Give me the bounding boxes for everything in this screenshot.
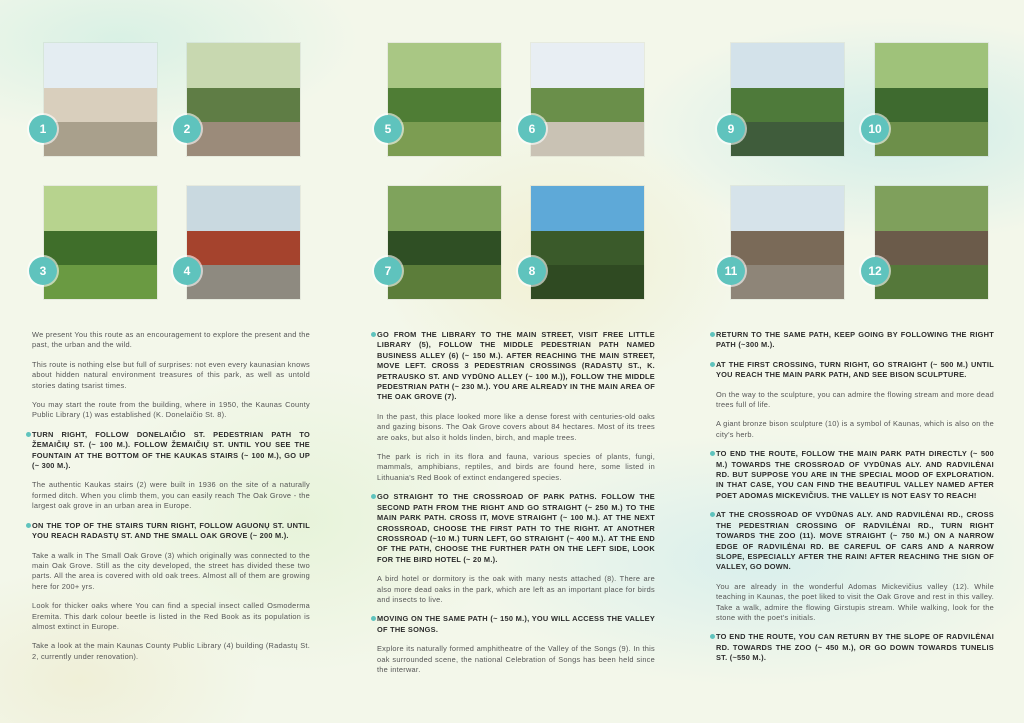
photo-ground — [875, 265, 988, 299]
description-paragraph: In the past, this place looked more like a dense forest with centuries-old oaks and gazing bisons. The Oak Grove covers about 84 hectares. Most of its trees are oaks, but also it holds linden, birch, and maple trees. — [377, 411, 655, 442]
description-paragraph: Look for thicker oaks where You can find a special insect called Osmoderma Eremita. This dark colour beetle is listed in the Red Book as its population is almost extinct in Europe. — [32, 601, 310, 631]
route-instruction: TURN RIGHT, FOLLOW DONELAIČIO ST. PEDESTRIAN PATH TO ŽEMAIČIŲ ST. (~ 100 M.). FOLLOW ŽEMAIČIŲ ST. UNTIL YOU SEE THE FOUNTAIN AT THE BOTTOM OF THE KAUKAS STAIRS (~ 100 M.), GO UP (~ 300 M.). — [32, 429, 310, 471]
photo-sky — [875, 43, 988, 88]
description-paragraph: Take a walk in The Small Oak Grove (3) which originally was connected to the main Oak Grove. Still as the city developed, the street has divided these two parts. All the area is covered with old oak trees. Almost all of them are growing here for 200+ yrs. — [32, 550, 310, 591]
photo-12 — [875, 186, 988, 299]
photo-sky — [187, 43, 300, 88]
photo-ground — [531, 265, 644, 299]
photo-11 — [731, 186, 844, 299]
number-badge-7: 7 — [374, 257, 402, 285]
description-paragraph: We present You this route as an encouragement to explore the present and the past, the urban and the wild. — [32, 330, 310, 350]
number-badge-9: 9 — [717, 115, 745, 143]
description-paragraph: On the way to the sculpture, you can admire the flowing stream and more dead trees full of life. — [716, 389, 994, 410]
number-badge-12: 12 — [861, 257, 889, 285]
photo-7 — [388, 186, 501, 299]
photo-sky — [388, 43, 501, 88]
photo-sky — [44, 43, 157, 88]
photo-9 — [731, 43, 844, 156]
photo-sky — [187, 186, 300, 231]
photo-6 — [531, 43, 644, 156]
number-badge-10: 10 — [861, 115, 889, 143]
photo-sky — [388, 186, 501, 231]
route-instruction: ON THE TOP OF THE STAIRS TURN RIGHT, FOLLOW AGUONŲ ST. UNTIL YOU REACH RADASTŲ ST. AND THE SMALL OAK GROVE (~ 200 M.). — [32, 520, 310, 541]
photo-ground — [187, 265, 300, 299]
photo-sky — [731, 186, 844, 231]
description-paragraph: The authentic Kaukas stairs (2) were built in 1936 on the site of a naturally formed ditch. When you climb them, you can easily reach The Oak Grove - the largest oak grove in an urban area in Europe. — [32, 480, 310, 511]
text-column-middle — [377, 330, 655, 684]
route-instruction: GO STRAIGHT TO THE CROSSROAD OF PARK PATHS. FOLLOW THE SECOND PATH FROM THE RIGHT AND GO STRAIGHT (~ 250 M.) TO THE MAIN PARK PATH. CROSS IT, MOVE STRAIGHT (~ 100 M.). AT THE NEXT CROSSROAD, CHOOSE THE FIRST PATH TO THE RIGHT. AT ANOTHER CROSSROAD (~10 M.) TURN LEFT, GO STRAIGHT (~ 400 M.). AT THE END OF THE PATH, CHOOSE THE FURTHER PATH ON THE LEFT SIDE, LOOK FOR THE BIRD HOTEL (~ 20 M.). — [377, 492, 655, 564]
route-instruction: RETURN TO THE SAME PATH, KEEP GOING BY FOLLOWING THE RIGHT PATH (~300 M.). — [716, 330, 994, 350]
photo-ground — [731, 265, 844, 299]
photo-ground — [187, 122, 300, 156]
photo-2 — [187, 43, 300, 156]
photo-8 — [531, 186, 644, 299]
photo-1 — [44, 43, 157, 156]
description-paragraph: This route is nothing else but full of surprises: not even every kaunasian knows about hidden natural environment treasures of this park, as well as untold stories dating tsarist times. — [32, 359, 310, 390]
photo-ground — [44, 122, 157, 156]
photo-10 — [875, 43, 988, 156]
number-badge-2: 2 — [173, 115, 201, 143]
description-paragraph: Explore its naturally formed amphitheatre of the Valley of the Songs (9). In this oak surrounded scene, the national Celebration of Songs has been held since the interwar. — [377, 644, 655, 674]
description-paragraph: Take a look at the main Kaunas County Public Library (4) building (Radastų St. 2, currently under renovation). — [32, 641, 310, 661]
photo-ground — [388, 265, 501, 299]
route-instruction: TO END THE ROUTE, FOLLOW THE MAIN PARK PATH DIRECTLY (~ 500 M.) TOWARDS THE CROSSROAD OF VYDŪNAS ALY. AND RADVILĖNAI RD. BUT SUPPOSE YOU ARE IN THE SPECIAL MOOD OF EXPLORATION. IN THAT CASE, YOU CAN FIND THE BEAUTIFUL VALLEY NAMED AFTER POET ADOMAS MICKEVIČIUS. THE VALLEY IS NOT EASY TO REACH! — [716, 449, 994, 500]
number-badge-3: 3 — [29, 257, 57, 285]
route-instruction: TO END THE ROUTE, YOU CAN RETURN BY THE SLOPE OF RADVILĖNAI RD. TOWARDS THE ZOO (~ 450 M.), OR GO DOWN TOWARDS TUNELIS ST. (~550 M.). — [716, 632, 994, 663]
text-column-right — [716, 330, 994, 673]
photo-sky — [875, 186, 988, 231]
description-paragraph: You are already in the wonderful Adomas Mickevičius valley (12). While teaching in Kaunas, the poet liked to visit the Oak Grove and rest in this valley. Take a walk, admire the flowing Girstupis stream. While walking, look for the stone with the poet's initials. — [716, 581, 994, 622]
route-instruction: MOVING ON THE SAME PATH (~ 150 M.), YOU WILL ACCESS THE VALLEY OF THE SONGS. — [377, 614, 655, 634]
description-paragraph: A giant bronze bison sculpture (10) is a symbol of Kaunas, which is also on the city's herb. — [716, 419, 994, 439]
photo-sky — [531, 186, 644, 231]
route-instruction: AT THE FIRST CROSSING, TURN RIGHT, GO STRAIGHT (~ 500 M.) UNTIL YOU REACH THE MAIN PARK PATH, AND SEE BISON SCULPTURE. — [716, 359, 994, 380]
route-instruction: GO FROM THE LIBRARY TO THE MAIN STREET, VISIT FREE LITTLE LIBRARY (5), FOLLOW THE MIDDLE PEDESTRIAN PATH NAMED BUSINESS ALLEY (6) (~ 150 M.). AFTER REACHING THE MAIN STREET, MOVE LEFT. CROSS 3 PEDESTRIAN CROSSINGS (RADASTŲ ST., K. PETRAUSKO ST. AND VYDŪNO ALLEY (~ 100 M.)), FOLLOW THE MIDDLE PEDESTRIAN PATH (~ 230 M.). YOU ARE ALREADY IN THE MAIN AREA OF THE OAK GROVE (7). — [377, 330, 655, 402]
description-paragraph: You may start the route from the building, where in 1950, the Kaunas County Public Library (1) was established (K. Donelaičio St. 8). — [32, 400, 310, 420]
photo-ground — [875, 122, 988, 156]
number-badge-6: 6 — [518, 115, 546, 143]
text-column-left — [32, 330, 310, 671]
photo-4 — [187, 186, 300, 299]
number-badge-11: 11 — [717, 257, 745, 285]
route-instruction: AT THE CROSSROAD OF VYDŪNAS ALY. AND RADVILĖNAI RD., CROSS THE PEDESTRIAN CROSSING OF RADVILĖNAI RD., TURN RIGHT TOWARDS THE ZOO (11). MOVE STRAIGHT (~ 750 M.) ON A NARROW EDGE OF RADVILĖNAI RD. BE CAREFUL OF CARS AND A NARROW SLOPE, ESPECIALLY AFTER THE RAIN! AFTER REACHING THE SIGN OF VALLEY, GO DOWN. — [716, 510, 994, 572]
number-badge-5: 5 — [374, 115, 402, 143]
photo-sky — [531, 43, 644, 88]
photo-ground — [731, 122, 844, 156]
number-badge-8: 8 — [518, 257, 546, 285]
photo-ground — [44, 265, 157, 299]
number-badge-1: 1 — [29, 115, 57, 143]
photo-5 — [388, 43, 501, 156]
photo-ground — [388, 122, 501, 156]
number-badge-4: 4 — [173, 257, 201, 285]
photo-sky — [731, 43, 844, 88]
photo-sky — [44, 186, 157, 231]
description-paragraph: The park is rich in its flora and fauna, various species of plants, fungi, mammals, amphibians, reptiles, and birds are found here, some listed in Lithuania's Red Book of extinct endangered species. — [377, 452, 655, 482]
photo-ground — [531, 122, 644, 156]
photo-3 — [44, 186, 157, 299]
description-paragraph: A bird hotel or dormitory is the oak with many nests attached (8). There are also more dead oaks in the park, which are left as an important place for birds and insects to live. — [377, 574, 655, 604]
